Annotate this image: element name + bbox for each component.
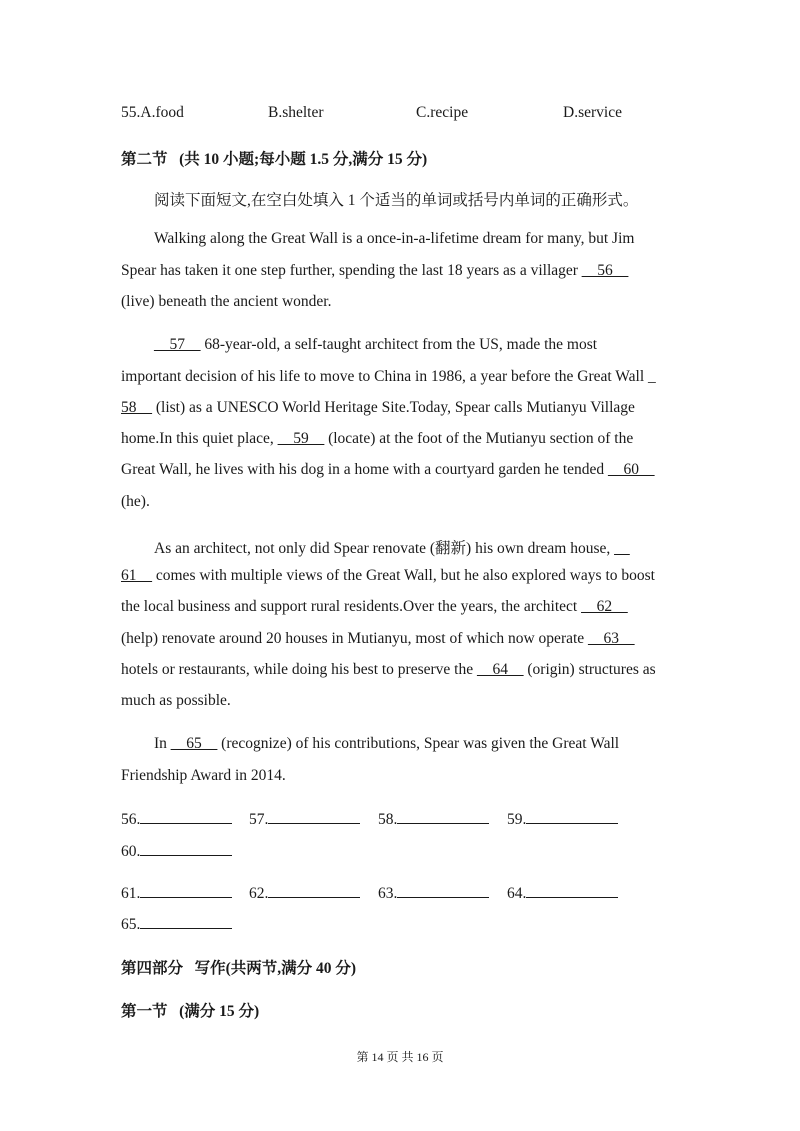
answer-56-line[interactable] [140, 809, 232, 824]
blank-56: __56__ [581, 262, 629, 279]
answer-63-label: 63. [378, 885, 398, 902]
answer-57 [249, 809, 360, 829]
answer-59-line[interactable] [526, 809, 618, 824]
blank-65: __65__ [170, 735, 218, 752]
p4-line1-text-b: (recognize) of his contributions, Spear was given the Great Wall [217, 735, 620, 752]
answer-60 [121, 841, 232, 861]
q55-option-a: A.food [140, 104, 184, 121]
answer-63-line[interactable] [397, 883, 489, 898]
answer-62 [249, 883, 360, 903]
answer-62-label: 62. [249, 885, 269, 902]
blank-59: __59__ [277, 430, 325, 447]
p2-line1 [154, 336, 597, 354]
p3-line3 [121, 598, 628, 616]
blank-61-start: __ [614, 540, 630, 557]
section2-heading: 第二节 [121, 151, 168, 168]
blank-63: __63__ [588, 630, 635, 647]
answer-61-label: 61. [121, 885, 141, 902]
answer-58 [378, 809, 489, 829]
p3-line1-text: As an architect, not only did Spear renovate (翻新) his own dream house, [154, 540, 615, 557]
p3-line6: much as possible. [121, 692, 231, 709]
q55-option-c: C.recipe [416, 104, 469, 121]
p3-line5-text-b: (origin) structures as [523, 661, 656, 678]
section1-info: (满分 15 分) [179, 1003, 260, 1020]
section2-heading-row [121, 147, 427, 169]
p1-line1: Walking along the Great Wall is a once-in-a-lifetime dream for many, but Jim [154, 230, 635, 247]
blank-60: __60__ [608, 461, 655, 478]
q55-option-d: D.service [563, 104, 622, 121]
answer-61-line[interactable] [140, 883, 232, 898]
q55-option-b: B.shelter [268, 104, 324, 121]
p1-line2-text: Spear has taken it one step further, spending the last 18 years as a villager [121, 262, 582, 279]
p1-line2 [121, 262, 628, 280]
p4-line1-text-a: In [154, 735, 171, 752]
answer-56-label: 56. [121, 811, 141, 828]
answer-59-label: 59. [507, 811, 527, 828]
p2-line5-text: Great Wall, he lives with his dog in a home with a courtyard garden he tended [121, 461, 609, 478]
answer-59 [507, 809, 618, 829]
p2-line5 [121, 461, 655, 479]
p3-line2-text: comes with multiple views of the Great Wall, but he also explored ways to boost [152, 567, 655, 584]
section2-info: (共 10 小题;每小题 1.5 分,满分 15 分) [179, 151, 428, 168]
answer-65-line[interactable] [140, 914, 232, 929]
p3-line4 [121, 630, 635, 648]
answer-65 [121, 914, 232, 934]
p3-line4-text: (help) renovate around 20 houses in Mutianyu, most of which now operate [121, 630, 589, 647]
answer-60-label: 60. [121, 843, 141, 860]
answer-64-line[interactable] [526, 883, 618, 898]
answer-60-line[interactable] [140, 841, 232, 856]
answer-64 [507, 883, 618, 903]
answer-62-line[interactable] [268, 883, 360, 898]
p2-line6: (he). [121, 493, 150, 510]
blank-61: 61__ [121, 567, 152, 584]
answer-61 [121, 883, 232, 903]
p2-line4-text-b: (locate) at the foot of the Mutianyu section of the [324, 430, 634, 447]
page-footer: 第 14 页 共 16 页 [356, 1050, 444, 1064]
answer-56 [121, 809, 232, 829]
p3-line2 [121, 567, 655, 585]
p2-line4-text-a: home.In this quiet place, [121, 430, 278, 447]
p1-line3: (live) beneath the ancient wonder. [121, 293, 332, 310]
p3-line5 [121, 661, 656, 679]
p2-line3-text: (list) as a UNESCO World Heritage Site.Today, Spear calls Mutianyu Village [152, 399, 635, 416]
section1-heading-row [121, 999, 259, 1021]
answer-64-label: 64. [507, 885, 527, 902]
p3-line1 [154, 536, 630, 558]
p4-line2: Friendship Award in 2014. [121, 767, 286, 784]
blank-62: __62__ [581, 598, 628, 615]
q55-row [121, 104, 184, 122]
part4-heading: 第四部分 [121, 960, 184, 977]
section2-instruction: 阅读下面短文,在空白处填入 1 个适当的单词或括号内单词的正确形式。 [154, 192, 639, 209]
part4-heading-row [121, 956, 356, 978]
answer-65-label: 65. [121, 916, 141, 933]
p4-line1 [154, 735, 619, 753]
blank-58: 58__ [121, 399, 152, 416]
blank-57: __57__ [154, 336, 201, 353]
blank-64: __64__ [477, 661, 524, 678]
p2-line4 [121, 430, 633, 448]
part4-title: 写作(共两节,满分 40 分) [194, 960, 357, 977]
p2-line2: important decision of his life to move to China in 1986, a year before the Great Wall _ [121, 368, 656, 385]
q55-number: 55. [121, 104, 141, 121]
p2-line3 [121, 399, 635, 417]
answer-63 [378, 883, 489, 903]
p3-line3-text: the local business and support rural residents.Over the years, the architect [121, 598, 582, 615]
section1-heading: 第一节 [121, 1003, 168, 1020]
p3-line5-text-a: hotels or restaurants, while doing his best to preserve the [121, 661, 477, 678]
answer-57-line[interactable] [268, 809, 360, 824]
p2-line1-text: 68-year-old, a self-taught architect from the US, made the most [200, 336, 598, 353]
answer-58-line[interactable] [397, 809, 489, 824]
answer-58-label: 58. [378, 811, 398, 828]
answer-57-label: 57. [249, 811, 269, 828]
